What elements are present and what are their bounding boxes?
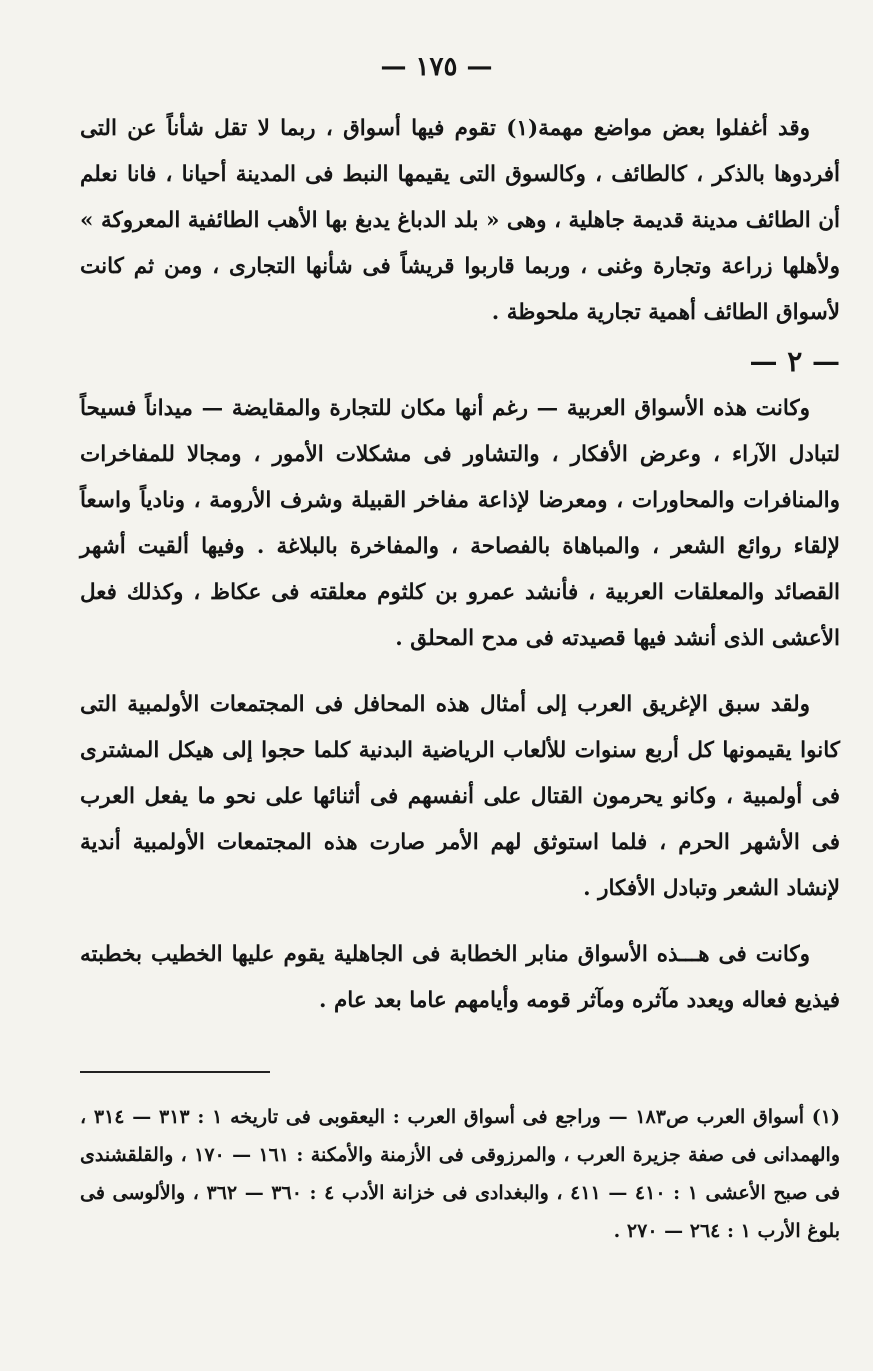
page-number: — ١٧٥ —: [380, 52, 493, 82]
body-text: [80, 106, 840, 1024]
paragraph-gap: [80, 662, 840, 682]
paragraph-3: ولقد سبق الإغريق العرب إلى أمثال هذه المحافل فى المجتمعات الأولمبية التى كانوا يقيمونها كل أربع سنوات للألعاب الرياضية البدنية كلما حجوا إلى هيكل المشترى فى أولمبية ، وكانو يحرمون القتال على أنفسهم فى أثنائها على نحو ما يفعل العرب فى الأشهر الحرم ، فلما استوثق لهم الأمر صارت هذه المجتمعات الأولمبية أندية لإنشاد الشعر وتبادل الأفكار .: [80, 692, 840, 901]
paragraph-gap: [80, 912, 840, 932]
paragraph-4: وكانت فى هـــذه الأسواق منابر الخطابة فى الجاهلية يقوم عليها الخطيب بخطبته فيذيع فعاله ويعدد مآثره ومآثر قومه وأيامهم عاما بعد عام .: [80, 942, 840, 1013]
paragraph-2: وكانت هذه الأسواق العربية — رغم أنها مكان للتجارة والمقايضة — ميداناً فسيحاً لتبادل الآراء ، وعرض الأفكار ، والتشاور فى مشكلات الأمور ، ومجالا للمفاخرات والمنافرات والمحاورات ، ومعرضا لإذاعة مفاخر القبيلة وشرف الأرومة ، ونادياً واسعاً لإلقاء روائع الشعر ، والمباهاة بالفصاحة ، والمفاخرة بالبلاغة . وفيها ألقيت أشهر القصائد والمعلقات العربية ، فأنشد عمرو بن كلثوم معلقته فى عكاظ ، وكذلك فعل الأعشى الذى أنشد فيها قصيدته فى مدح المحلق .: [80, 396, 840, 651]
footnote-1: (١) أسواق العرب ص١٨٣ — وراجع فى أسواق العرب : اليعقوبى فى تاريخه ١ : ٣١٣ — ٣١٤ ، والهمدانى فى صفة جزيرة العرب ، والمرزوقى فى الأزمنة والأمكنة : ١٦١ — ١٧٠ ، والقلقشندى فى صبح الأعشى ١ : ٤١٠ — ٤١١ ، والبغدادى فى خزانة الأدب ٤ : ٣٦٠ — ٣٦٢ ، والألوسى فى بلوغ الأرب ١ : ٢٦٤ — ٢٧٠ .: [80, 1106, 841, 1242]
paragraph-1: وقد أغفلوا بعض مواضع مهمة(١) تقوم فيها أسواق ، ربما لا تقل شأناً عن التى أفردوها بالذكر ، كالطائف ، وكالسوق التى يقيمها النبط فى المدينة أحيانا ، فانا نعلم أن الطائف مدينة قديمة جاهلية ، وهى « بلد الدباغ يدبغ بها الأهب الطائفية المعروكة » ولأهلها زراعة وتجارة وغنى ، وربما قاربوا قريشاً فى شأنها التجارى ، ومن ثم كانت لأسواق الطائف أهمية تجارية ملحوظة .: [80, 116, 840, 325]
footnotes: [80, 1098, 840, 1250]
footnote-divider: [80, 1071, 270, 1073]
section-marker: — ٢ —: [749, 345, 840, 378]
